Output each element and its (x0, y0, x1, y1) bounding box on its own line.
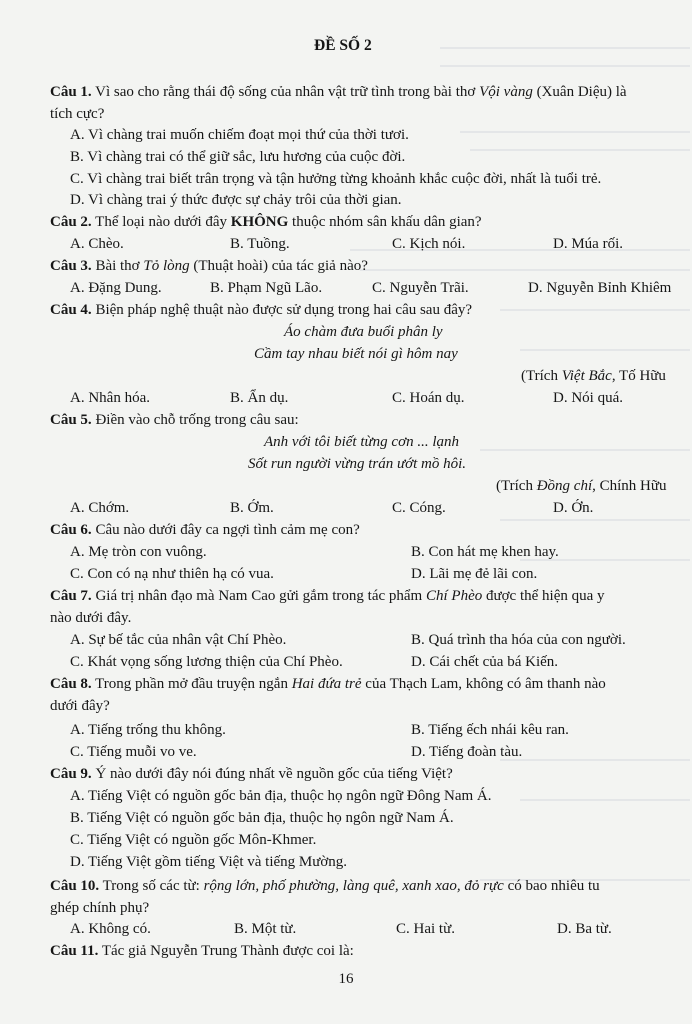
question-8-stem (50, 674, 606, 694)
question-5-option-b: B. Ớm. (230, 500, 274, 516)
question-10-stem-cont: ghép chính phụ? (50, 900, 150, 916)
source-author: , Chính Hữu (592, 478, 667, 494)
source-author: , Tố Hữu (611, 368, 666, 384)
question-4-option-d: D. Nói quá. (553, 390, 623, 406)
work-title: Chí Phèo (425, 588, 483, 604)
exam-title: ĐỀ SỐ 2 (314, 37, 372, 54)
question-5-option-a: A. Chớm. (70, 500, 130, 516)
question-text: Bài thơ (91, 258, 144, 274)
question-4-option-b: B. Ẩn dụ. (230, 390, 289, 406)
question-1-option-b: B. Vì chàng trai có thể giữ sắc, lưu hương của cuộc đời. (70, 149, 406, 165)
question-label: Câu 8. (50, 676, 92, 692)
question-2-stem (50, 212, 482, 232)
question-9-option-d: D. Tiếng Việt gồm tiếng Việt và tiếng Mường. (70, 854, 348, 870)
question-3-option-c: C. Nguyễn Trãi. (372, 280, 469, 296)
work-title: Tỏ lòng (143, 258, 190, 274)
question-text: có bao nhiêu tu (503, 878, 600, 894)
question-9-stem (50, 764, 453, 784)
question-6-option-a: A. Mẹ tròn con vuông. (70, 544, 207, 560)
question-4-poem-line-1: Áo chàm đưa buổi phân ly (284, 324, 443, 340)
question-4-stem (50, 300, 472, 320)
question-1-option-d: D. Vì chàng trai ý thức được sự chảy trôi của thời gian. (70, 192, 402, 208)
question-text: của Thạch Lam, không có âm thanh nào (361, 676, 606, 692)
question-1-stem (50, 82, 627, 102)
question-text: Ý nào dưới đây nói đúng nhất về nguồn gốc của tiếng Việt? (91, 766, 453, 782)
question-7-option-c: C. Khát vọng sống lương thiện của Chí Phèo. (70, 654, 343, 670)
question-11-stem (50, 941, 354, 961)
question-3-stem (50, 256, 368, 276)
question-8-option-c: C. Tiếng muỗi vo ve. (70, 744, 197, 760)
source-work: Đồng chí (536, 478, 593, 494)
question-8-option-b: B. Tiếng ếch nhái kêu ran. (411, 722, 569, 738)
question-4-option-a: A. Nhân hóa. (70, 390, 150, 406)
question-label: Câu 3. (50, 258, 92, 274)
question-7-stem (50, 586, 605, 606)
question-10-stem (50, 876, 600, 896)
question-text: được thể hiện qua y (482, 588, 605, 604)
question-4-option-c: C. Hoán dụ. (392, 390, 465, 406)
question-text: Trong phần mở đầu truyện ngắn (91, 676, 292, 692)
question-text: Trong số các từ: (99, 878, 204, 894)
question-7-option-d: D. Cái chết của bá Kiến. (411, 654, 559, 670)
question-label: Câu 9. (50, 766, 92, 782)
question-text: Vì sao cho rằng thái độ sống của nhân vật trữ tình trong bài thơ (91, 84, 480, 100)
word-list: rộng lớn, phố phường, làng quê, xanh xao, đỏ rực (203, 878, 504, 894)
source-prefix: (Trích (521, 368, 562, 384)
question-5-poem-line-2: Sốt run người vừng trán ướt mồ hôi. (248, 456, 467, 472)
question-text: Điền vào chỗ trống trong câu sau: (91, 412, 299, 428)
question-2-option-d: D. Múa rối. (553, 236, 623, 252)
question-label: Câu 10. (50, 878, 100, 894)
work-title: Hai đứa trẻ (291, 676, 362, 692)
question-2-option-a: A. Chèo. (70, 236, 124, 252)
question-5-poem-line-1: Anh với tôi biết từng cơn ... lạnh (264, 434, 459, 450)
question-text: Câu nào dưới đây ca ngợi tình cảm mẹ con? (91, 522, 360, 538)
question-1-option-c: C. Vì chàng trai biết trân trọng và tận hưởng từng khoảnh khắc cuộc đời, nhất là tuổi trẻ. (70, 171, 602, 187)
question-label: Câu 11. (50, 943, 99, 959)
source-prefix: (Trích (496, 478, 537, 494)
question-text: Biện pháp nghệ thuật nào được sử dụng trong hai câu sau đây? (91, 302, 473, 318)
question-text: Giá trị nhân đạo mà Nam Cao gửi gắm trong tác phẩm (91, 588, 426, 604)
question-6-option-c: C. Con có nạ như thiên hạ có vua. (70, 566, 274, 582)
question-3-option-d: D. Nguyễn Bỉnh Khiêm (528, 280, 672, 296)
question-label: Câu 7. (50, 588, 92, 604)
question-text: Tác giả Nguyễn Trung Thành được coi là: (98, 943, 354, 959)
question-text: thuộc nhóm sân khấu dân gian? (288, 214, 482, 230)
question-10-option-c: C. Hai từ. (396, 921, 455, 937)
question-label: Câu 6. (50, 522, 92, 538)
question-5-source (496, 476, 667, 496)
question-1-option-a: A. Vì chàng trai muốn chiếm đoạt mọi thứ của thời tươi. (70, 127, 409, 143)
question-5-stem (50, 410, 299, 430)
question-6-option-b: B. Con hát mẹ khen hay. (411, 544, 559, 560)
question-2-option-b: B. Tuồng. (230, 236, 290, 252)
work-title: Vội vàng (479, 84, 533, 100)
emphasis-text: KHÔNG (230, 214, 289, 230)
question-8-option-a: A. Tiếng trống thu không. (70, 722, 226, 738)
question-text: (Thuật hoài) của tác giả nào? (189, 258, 368, 274)
source-work: Việt Bắc (561, 368, 612, 384)
question-9-option-b: B. Tiếng Việt có nguồn gốc bản địa, thuộc họ ngôn ngữ Nam Á. (70, 810, 454, 826)
question-label: Câu 1. (50, 84, 92, 100)
question-4-source (521, 366, 666, 386)
question-10-option-d: D. Ba từ. (557, 921, 612, 937)
question-text: (Xuân Diệu) là (532, 84, 627, 100)
question-9-option-a: A. Tiếng Việt có nguồn gốc bản địa, thuộc họ ngôn ngữ Đông Nam Á. (70, 788, 492, 804)
question-text: Thể loại nào dưới đây (91, 214, 231, 230)
question-3-option-b: B. Phạm Ngũ Lão. (210, 280, 323, 296)
question-6-stem (50, 520, 360, 540)
question-10-option-a: A. Không có. (70, 921, 151, 937)
question-5-option-d: D. Ớn. (553, 500, 594, 516)
question-3-option-a: A. Đặng Dung. (70, 280, 162, 296)
question-label: Câu 4. (50, 302, 92, 318)
question-7-stem-cont: nào dưới đây. (50, 610, 132, 626)
question-7-option-b: B. Quá trình tha hóa của con người. (411, 632, 626, 648)
question-5-option-c: C. Cóng. (392, 500, 446, 516)
question-10-option-b: B. Một từ. (234, 921, 297, 937)
question-label: Câu 2. (50, 214, 92, 230)
question-label: Câu 5. (50, 412, 92, 428)
question-8-option-d: D. Tiếng đoàn tàu. (411, 744, 523, 760)
page-number: 16 (338, 971, 354, 987)
question-2-option-c: C. Kịch nói. (392, 236, 466, 252)
question-8-stem-cont: dưới đây? (50, 698, 110, 714)
question-1-stem-cont: tích cực? (50, 106, 105, 122)
question-6-option-d: D. Lãi mẹ đẻ lãi con. (411, 566, 538, 582)
question-7-option-a: A. Sự bế tắc của nhân vật Chí Phèo. (70, 632, 287, 648)
question-9-option-c: C. Tiếng Việt có nguồn gốc Môn-Khmer. (70, 832, 317, 848)
question-4-poem-line-2: Cầm tay nhau biết nói gì hôm nay (254, 346, 458, 362)
